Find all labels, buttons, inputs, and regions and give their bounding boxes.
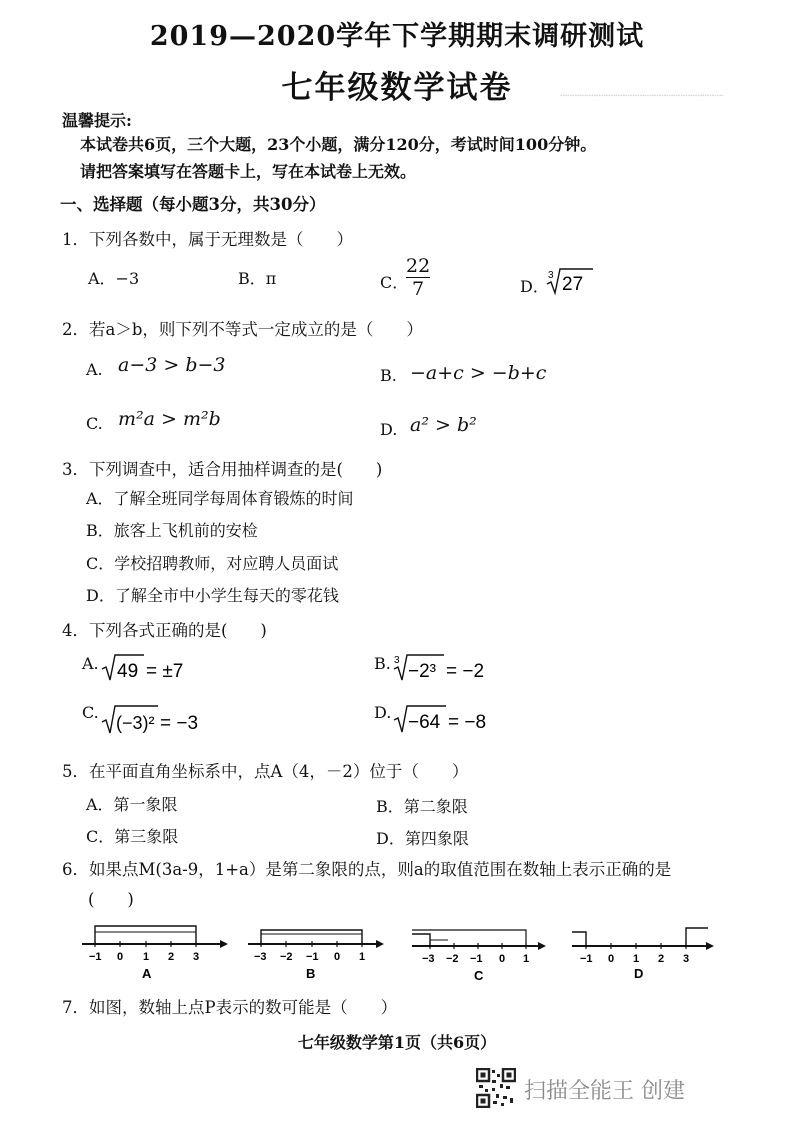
root-index: 3	[394, 655, 400, 666]
q1-option-d-label: D．	[520, 277, 549, 296]
q4-option-c-label: C.	[82, 703, 99, 722]
square-root-icon	[100, 652, 200, 684]
q2-option-a-label: A.	[86, 360, 103, 379]
tick-label: −1	[89, 951, 102, 963]
result: = −2	[446, 661, 485, 682]
question-2-stem: 2．若a＞b，则下列不等式一定成立的是（ ）	[62, 320, 423, 339]
tick-label: −1	[580, 953, 593, 965]
section-heading: 一、选择题（每小题3分，共30分）	[60, 195, 326, 214]
tick-label: −2	[280, 951, 293, 963]
q1-option-c-fraction	[406, 255, 430, 300]
radicand: 49	[117, 661, 139, 682]
tips-line-2: 请把答案填写在答题卡上，写在本试卷上无效。	[80, 162, 417, 181]
fraction-numerator: 22	[406, 255, 431, 277]
question-5-stem: 5．在平面直角坐标系中，点A（4，－2）位于（ ）	[62, 762, 469, 781]
question-6-stem: 6．如果点M(3a-9，1+a）是第二象限的点，则a的取值范围在数轴上表示正确的是	[62, 860, 672, 879]
q4-option-d-expr	[392, 703, 502, 741]
q1-option-d-cube-root	[545, 266, 595, 300]
q5-option-d: D．第四象限	[376, 829, 469, 848]
q3-option-c: C．学校招聘教师，对应聘人员面试	[86, 554, 339, 573]
tick-label: −3	[254, 951, 267, 963]
q4-option-a-label: A.	[82, 654, 99, 673]
q1-option-c-label: C．	[380, 273, 409, 292]
q4-option-d-label: D.	[374, 703, 392, 722]
tick-label: −1	[306, 951, 319, 963]
number-line-a	[78, 912, 228, 986]
q2-option-c-label: C.	[86, 414, 103, 433]
bleed-through-shadow: ┈┈┈┈┈┈┈┈┈┈┈┈┈┈┈┈┈	[560, 86, 724, 105]
radical-sign-icon	[545, 266, 595, 296]
cube-root-icon	[392, 652, 502, 684]
qr-code-icon	[476, 1068, 516, 1112]
q1-option-b: B．π	[238, 269, 277, 288]
tick-label: 0	[117, 951, 124, 963]
q2-option-b-expr: −a+c > −b+c	[410, 362, 547, 384]
result: = −8	[448, 712, 487, 733]
q5-option-b: B．第二象限	[376, 797, 468, 816]
square-root-icon	[100, 703, 220, 737]
number-line-d	[568, 916, 718, 990]
question-3-stem: 3．下列调查中，适合用抽样调查的是( )	[62, 460, 383, 479]
q5-option-c: C．第三象限	[86, 827, 179, 846]
q3-option-a: A．了解全班同学每周体育锻炼的时间	[86, 489, 354, 508]
exam-title: 2019—2020学年下学期期末调研测试	[149, 21, 645, 52]
radicand: −64	[408, 712, 441, 733]
result: = ±7	[146, 661, 184, 682]
number-line-label: D	[634, 966, 644, 981]
tick-label: 3	[193, 951, 200, 963]
tick-label: 0	[499, 953, 506, 965]
radicand: (−3)²	[116, 713, 155, 733]
number-line-label: C	[474, 968, 484, 983]
q2-option-d-label: D.	[380, 420, 398, 439]
question-1-stem: 1．下列各数中，属于无理数是（ ）	[62, 230, 353, 249]
page-footer: 七年级数学第1页（共6页）	[297, 1033, 497, 1052]
tips-heading: 温馨提示:	[62, 111, 132, 130]
number-line-label: A	[142, 966, 152, 981]
tick-label: 0	[334, 951, 341, 963]
q1-option-a: A．−3	[88, 269, 140, 288]
result: = −3	[160, 713, 199, 734]
tick-label: 1	[523, 953, 530, 965]
q2-option-b-label: B.	[380, 366, 397, 385]
tick-label: 1	[143, 951, 150, 963]
fraction-denominator: 7	[412, 278, 425, 300]
tick-label: −2	[446, 953, 459, 965]
tick-label: −3	[422, 953, 435, 965]
q4-option-b-label: B.	[374, 654, 391, 673]
tick-label: 1	[359, 951, 366, 963]
q4-option-c-expr	[100, 703, 220, 741]
number-line-label: B	[306, 966, 316, 981]
tick-label: −1	[470, 953, 483, 965]
square-root-icon	[392, 703, 502, 737]
q4-option-b-expr	[392, 652, 502, 688]
scanner-watermark: 扫描全能王 创建	[524, 1079, 685, 1104]
question-7-stem: 7．如图，数轴上点P表示的数可能是（ ）	[62, 998, 398, 1017]
question-6-answer-paren: ( )	[88, 890, 134, 909]
q3-option-d: D．了解全市中小学生每天的零花钱	[86, 586, 339, 605]
q4-option-a-expr	[100, 652, 200, 688]
tick-label: 1	[633, 953, 640, 965]
root-radicand: 27	[562, 274, 584, 295]
q3-option-b: B．旅客上飞机前的安检	[86, 521, 258, 540]
tick-label: 2	[168, 951, 175, 963]
q2-option-c-expr: m²a > m²b	[118, 408, 221, 430]
number-line-b	[244, 912, 384, 986]
root-index: 3	[548, 270, 554, 281]
q2-option-d-expr: a² > b²	[410, 414, 477, 436]
radicand: −2³	[408, 661, 436, 682]
number-line-c	[408, 916, 548, 990]
tick-label: 3	[683, 953, 690, 965]
exam-subtitle: 七年级数学试卷	[281, 70, 513, 106]
question-4-stem: 4．下列各式正确的是( )	[62, 621, 267, 640]
tick-label: 2	[658, 953, 665, 965]
tick-label: 0	[608, 953, 615, 965]
q2-option-a-expr: a−3 > b−3	[118, 354, 226, 376]
q5-option-a: A．第一象限	[86, 795, 178, 814]
tips-line-1: 本试卷共6页，三个大题，23个小题，满分120分，考试时间100分钟。	[80, 135, 597, 154]
